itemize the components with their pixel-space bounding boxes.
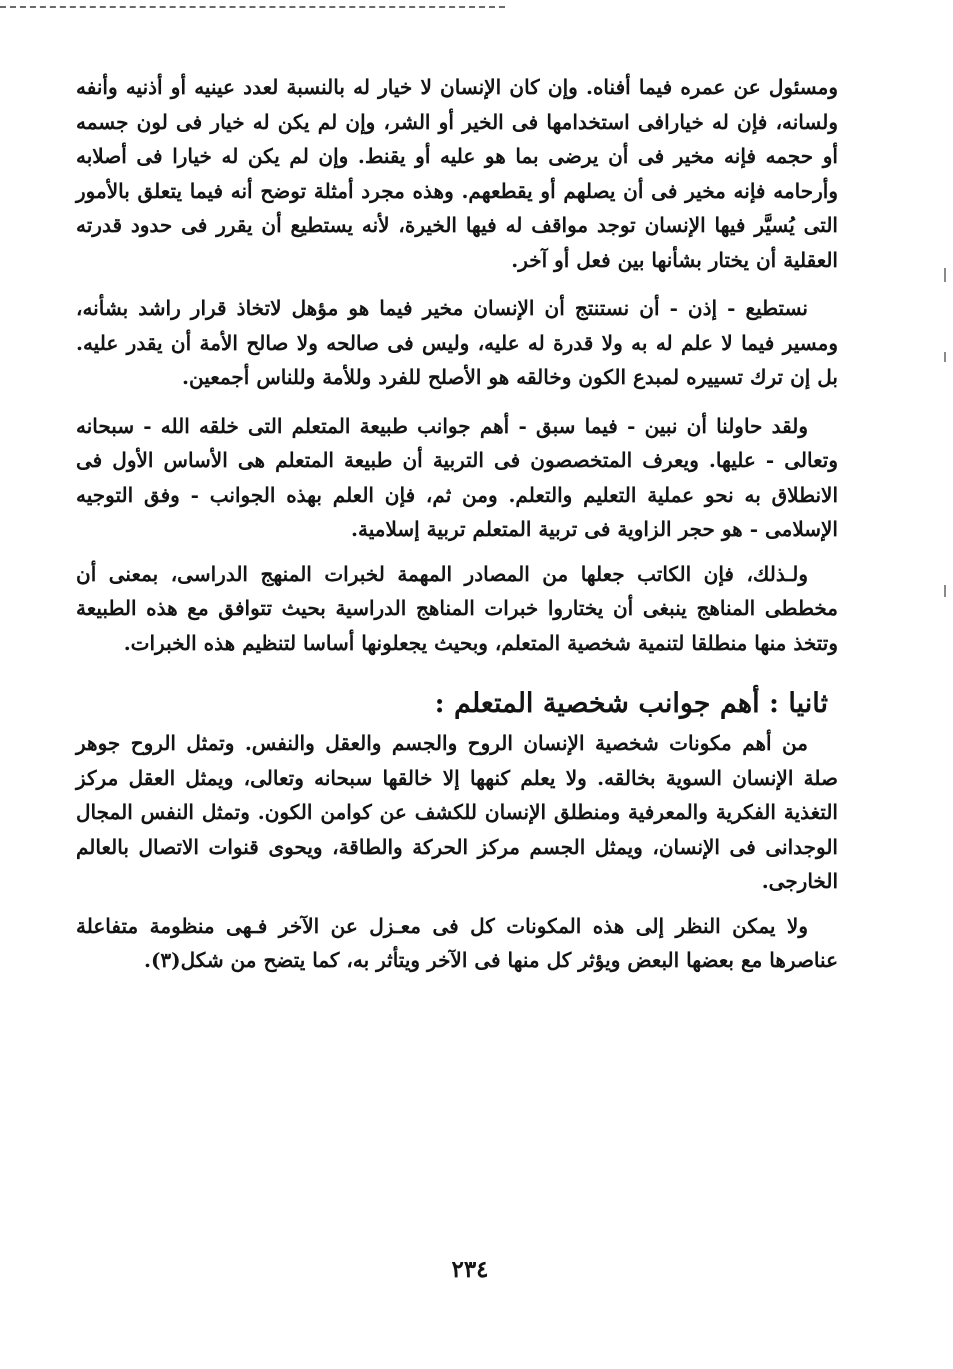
scan-top-dashed-line xyxy=(0,6,505,8)
section-paragraph-2: ولا يمكن النظر إلى هذه المكونات كل فى معـزل عن الآخر فـهى منظومة متفاعلة عناصرها مع بعضها البعض ويؤثر كل منها فى الآخر ويتأثر به، كما يتضح من شكل(٣). xyxy=(76,913,838,972)
paragraph-2: نستطيع - إذن - أن نستنتج أن الإنسان مخير فيما هو مؤهل لاتخاذ قرار راشد بشأنه، ومسير فيما لا علم له به ولا قدرة له عليه، وليس فى صالحه ولا صالح الأمة أن يقدر عليه. بل إن ترك تسييره لمبدع الكون وخالقه هو الأصلح للفرد وللأمة وللناس أجمعين. xyxy=(76,296,838,389)
scan-edge-mark xyxy=(944,585,946,597)
section-paragraph-1: من أهم مكونات شخصية الإنسان الروح والجسم والعقل والنفس. وتمثل الروح جوهر صلة الإنسان السوية بخالقه. ولا يعلم كنهها إلا خالقها سبحانه وتعالى، ويمثل العقل مركز التغذية الفكرية والمعرفية ومنطلق الإنسان للكشف عن كوامن الكون. وتمثل النفس المجال الوجدانى فى الإنسان، ويمثل الجسم مركز الحركة والطاقة، ويحوى قنوات الاتصال بالعالم الخارجى. xyxy=(76,731,838,893)
page-number: ٢٣٤ xyxy=(451,1256,489,1283)
page-body xyxy=(76,70,838,988)
paragraph-3: ولقد حاولنا أن نبين - فيما سبق - أهم جوانب طبيعة المتعلم التى خلقه الله - سبحانه وتعالى - عليها. ويعرف المتخصصون فى التربية أن طبيعة المتعلم هى الأساس الأول فى الانطلاق به نحو عملية التعليم والتعلم. ومن ثم، فإن العلم بهذه الجوانب - وفق التوجيه الإسلامى - هو حجر الزاوية فى تربية المتعلم تربية إسلامية. xyxy=(76,413,838,541)
section-heading: ثانيا : أهم جوانب شخصية المتعلم : xyxy=(434,688,828,719)
scan-edge-mark xyxy=(944,352,946,362)
paragraph-4: ولـذلك، فإن الكاتب جعلها من المصادر المهمة لخبرات المنهج الدراسى، بمعنى أن مخططى المناهج ينبغى أن يختاروا خبرات المناهج الدراسية بحيث تتوافق مع هذه الطبيعة وتتخذ منها منطلقا لتنمية شخصية المتعلم، وبحيث يجعلونها أساسا لتنظيم هذه الخبرات. xyxy=(76,561,838,655)
scan-edge-mark xyxy=(944,268,946,282)
paragraph-1: ومسئول عن عمره فيما أفناه. وإن كان الإنسان لا خيار له بالنسبة لعدد عينيه أو أذنيه وأنفه ولسانه، فإن له خيارافى استخدامها فى الخير أو الشر، وإن لم يكن له خيار فى لون جسمه أو حجمه فإنه مخير فى أن يرضى بما هو عليه أو يقنط. وإن لم يكن له خيارا فى أصلابه وأرحامه فإنه مخير فى أن يصلهم أو يقطعهم. وهذه مجرد أمثلة توضح أنه فيما يتعلق بالأمور التى يُسيَّر فيها الإنسان توجد مواقف له فيها الخيرة، لأنه يستطيع أن يقرر فى حدود قدرته العقلية أن يختار بشأنها بين فعل أو آخر. xyxy=(76,75,838,272)
